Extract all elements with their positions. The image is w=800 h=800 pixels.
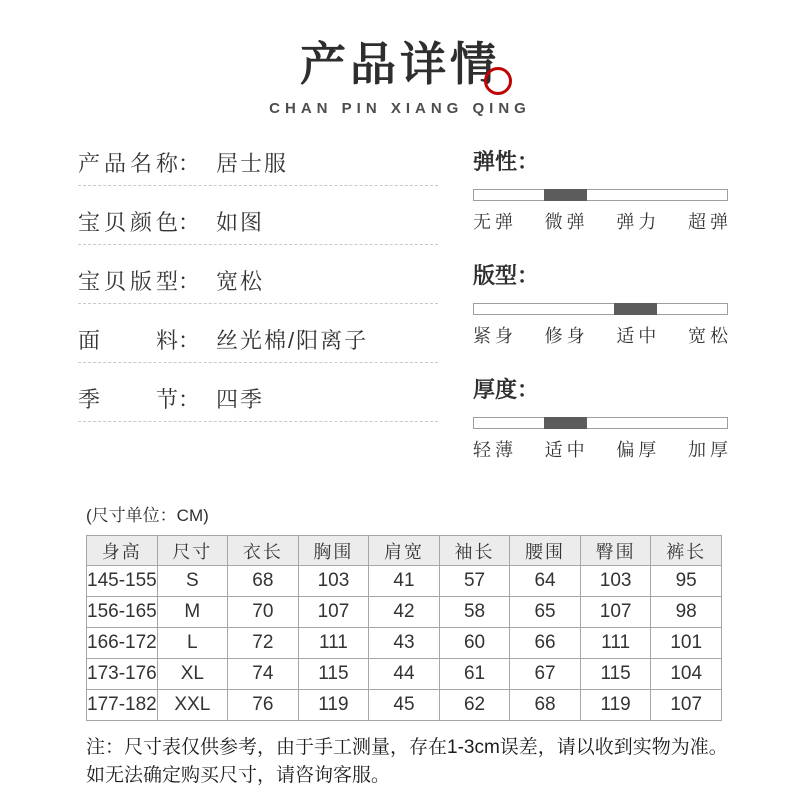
size-table-cell: S: [157, 566, 228, 597]
size-table-cell: 166-172: [87, 628, 158, 659]
attribute-label-char: 颜: [129, 209, 152, 235]
attribute-colon: ：: [178, 268, 201, 294]
attribute-colon: ：: [178, 327, 201, 353]
attribute-label-char: 色: [155, 209, 178, 235]
size-table-cell: 65: [510, 597, 581, 628]
scale-option: 适中: [544, 440, 589, 460]
scale-active-segment: [544, 417, 587, 429]
attribute-label-char: 料: [155, 327, 178, 353]
content-spacer: [438, 139, 473, 487]
attribute-row: [78, 198, 438, 245]
attribute-value: 居士服: [216, 150, 289, 176]
size-table-body: [87, 566, 722, 721]
size-table-cell: 104: [651, 659, 722, 690]
size-table-row: [87, 690, 722, 721]
size-table-cell: 111: [580, 628, 651, 659]
scale-title-row: [473, 373, 728, 404]
scale-option: 微弹: [544, 212, 589, 232]
attribute-value: 四季: [216, 386, 265, 412]
size-section: [0, 487, 800, 790]
size-table-cell: 115: [298, 659, 369, 690]
scale-bar: [473, 189, 728, 201]
scale-active-segment: [544, 189, 587, 201]
size-table-row: [87, 628, 722, 659]
size-table-cell: XXL: [157, 690, 228, 721]
scale-active-segment: [614, 303, 657, 315]
attribute-colon: ：: [178, 386, 201, 412]
size-table-cell: 74: [228, 659, 299, 690]
attribute-value: 如图: [216, 209, 265, 235]
scale-group: [473, 373, 732, 462]
scale-group: [473, 145, 732, 234]
page-subtitle: CHAN PIN XIANG QING: [269, 100, 531, 117]
size-col-header: 胸围: [298, 536, 369, 566]
size-table-row: [87, 597, 722, 628]
scale-bar: [473, 417, 728, 429]
size-table: [86, 535, 722, 721]
size-table-cell: 62: [439, 690, 510, 721]
attribute-label-char: 称: [155, 150, 178, 176]
attribute-value: 宽松: [216, 268, 265, 294]
size-table-cell: 119: [298, 690, 369, 721]
attribute-colon: ：: [178, 209, 201, 235]
header: [0, 0, 800, 117]
size-table-cell: XL: [157, 659, 228, 690]
attribute-label-char: 产: [78, 150, 101, 176]
size-table-row: [87, 659, 722, 690]
scale-option: 超弹: [687, 212, 732, 232]
scale-colon: ：: [517, 377, 540, 402]
size-table-cell: 107: [580, 597, 651, 628]
scale-title: 厚度: [473, 377, 518, 402]
scale-option: 偏厚: [616, 440, 661, 460]
attribute-row: [78, 257, 438, 304]
page-title: 产品详情: [300, 37, 500, 91]
scale-options: [473, 322, 732, 348]
size-col-header: 肩宽: [369, 536, 440, 566]
size-table-cell: 64: [510, 566, 581, 597]
note-line-2: 如无法确定购买尺寸，请咨询客服。: [86, 765, 391, 786]
scale-option: 弹力: [616, 212, 661, 232]
size-col-header: 裤长: [651, 536, 722, 566]
attribute-row: [78, 375, 438, 422]
size-table-cell: 111: [298, 628, 369, 659]
size-table-cell: 41: [369, 566, 440, 597]
attribute-label-char: 宝: [78, 268, 101, 294]
scale-title-row: [473, 259, 728, 290]
attribute-label: [78, 324, 178, 355]
size-table-cell: 98: [651, 597, 722, 628]
scale-options: [473, 436, 732, 462]
note-line-1: 注：尺寸表仅供参考，由于手工测量，存在1-3cm误差，请以收到实物为准。: [86, 737, 728, 758]
size-table-head: [87, 536, 722, 566]
attribute-colon: ：: [178, 150, 201, 176]
attribute-label-char: 版: [129, 268, 152, 294]
attribute-value: 丝光棉/阳离子: [216, 327, 369, 353]
size-col-header: 尺寸: [157, 536, 228, 566]
size-table-header-row: [87, 536, 722, 566]
size-table-cell: 76: [228, 690, 299, 721]
scale-options: [473, 208, 732, 234]
scale-option: 适中: [616, 326, 661, 346]
attribute-label-char: 名: [129, 150, 152, 176]
scale-title: 弹性: [473, 149, 518, 174]
scale-group: [473, 259, 732, 348]
size-table-cell: 68: [228, 566, 299, 597]
attribute-label-char: 面: [78, 327, 101, 353]
size-table-cell: 70: [228, 597, 299, 628]
size-col-header: 身高: [87, 536, 158, 566]
scale-option: 紧身: [473, 326, 517, 346]
size-table-cell: 68: [510, 690, 581, 721]
size-table-cell: 66: [510, 628, 581, 659]
scale-title-row: [473, 145, 728, 176]
size-table-cell: M: [157, 597, 228, 628]
size-table-cell: 177-182: [87, 690, 158, 721]
size-table-cell: 58: [439, 597, 510, 628]
product-attributes: [78, 139, 438, 487]
size-table-cell: 57: [439, 566, 510, 597]
size-table-cell: 107: [651, 690, 722, 721]
attribute-label-char: 季: [78, 386, 101, 412]
scale-option: 修身: [544, 326, 589, 346]
size-table-cell: 107: [298, 597, 369, 628]
scale-title: 版型: [473, 263, 518, 288]
size-note: [86, 734, 800, 790]
product-scales: [473, 139, 732, 487]
attribute-label-char: 宝: [78, 209, 101, 235]
size-table-cell: 173-176: [87, 659, 158, 690]
scale-bar: [473, 303, 728, 315]
scale-colon: ：: [517, 263, 540, 288]
size-table-cell: 67: [510, 659, 581, 690]
scale-option: 无弹: [473, 212, 517, 232]
size-table-row: [87, 566, 722, 597]
attribute-label-char: 贝: [103, 268, 126, 294]
size-col-header: 臀围: [580, 536, 651, 566]
size-table-cell: 101: [651, 628, 722, 659]
size-table-cell: L: [157, 628, 228, 659]
size-table-cell: 95: [651, 566, 722, 597]
attribute-label-char: 节: [155, 386, 178, 412]
size-table-cell: 72: [228, 628, 299, 659]
size-col-header: 腰围: [510, 536, 581, 566]
size-table-cell: 60: [439, 628, 510, 659]
size-table-cell: 43: [369, 628, 440, 659]
attribute-label: [78, 265, 178, 296]
attribute-label: [78, 206, 178, 237]
size-table-cell: 103: [580, 566, 651, 597]
title-wrap: [300, 38, 500, 90]
scale-colon: ：: [517, 149, 540, 174]
attribute-row: [78, 139, 438, 186]
size-table-cell: 42: [369, 597, 440, 628]
size-unit-label: (尺寸单位：CM): [86, 506, 209, 525]
size-table-cell: 115: [580, 659, 651, 690]
attribute-label-char: 品: [103, 150, 126, 176]
scale-option: 宽松: [687, 326, 732, 346]
attribute-label-char: 贝: [103, 209, 126, 235]
size-table-cell: 44: [369, 659, 440, 690]
attribute-label: [78, 147, 178, 178]
size-table-cell: 145-155: [87, 566, 158, 597]
size-table-cell: 45: [369, 690, 440, 721]
scale-option: 加厚: [687, 440, 732, 460]
attribute-label: [78, 383, 178, 414]
size-table-cell: 156-165: [87, 597, 158, 628]
size-table-cell: 61: [439, 659, 510, 690]
attribute-row: [78, 316, 438, 363]
size-col-header: 衣长: [228, 536, 299, 566]
scale-option: 轻薄: [473, 440, 517, 460]
attribute-label-char: 型: [155, 268, 178, 294]
size-col-header: 袖长: [439, 536, 510, 566]
size-table-cell: 119: [580, 690, 651, 721]
content: [0, 117, 800, 487]
red-ring-icon: [484, 67, 512, 95]
size-table-cell: 103: [298, 566, 369, 597]
